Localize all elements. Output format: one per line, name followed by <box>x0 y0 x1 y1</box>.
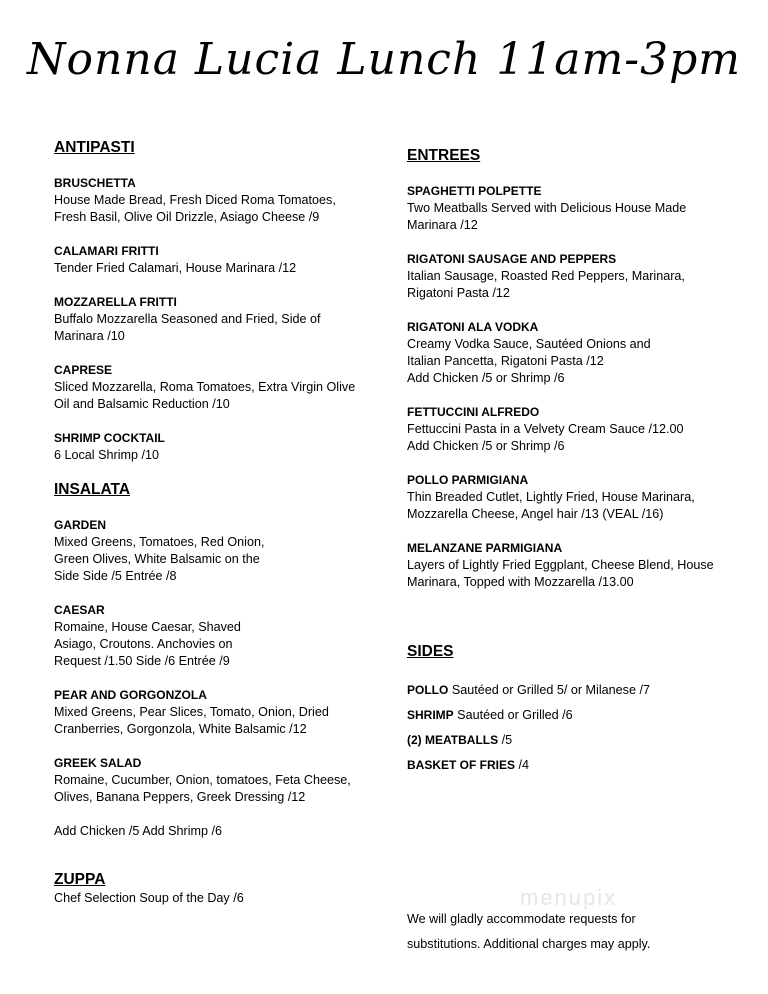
insalata-heading: INSALATA <box>54 481 131 498</box>
antipasti-list <box>54 175 374 464</box>
menu-item-name: SHRIMP COCKTAIL <box>54 431 165 445</box>
salad-addons: Add Chicken /5 Add Shrimp /6 <box>54 824 223 838</box>
menu-item-description: Fresh Basil, Olive Oil Drizzle, Asiago Cheese /9 <box>54 210 320 224</box>
side-item-name: SHRIMP <box>407 708 454 722</box>
menu-item <box>54 755 374 806</box>
menu-item <box>54 362 374 413</box>
menu-item <box>54 430 374 464</box>
menu-item-description: Marinara, Topped with Mozzarella /13.00 <box>407 575 634 589</box>
sides-section <box>407 642 650 782</box>
menu-item-description: Two Meatballs Served with Delicious House Made <box>407 201 687 215</box>
menu-item-description: Sliced Mozzarella, Roma Tomatoes, Extra Virgin Olive <box>54 380 356 394</box>
menu-item <box>407 472 727 523</box>
menu-item <box>407 183 727 234</box>
menu-item-name: MELANZANE PARMIGIANA <box>407 541 563 555</box>
menu-item <box>407 251 727 302</box>
menu-item-description: Mozzarella Cheese, Angel hair /13 (VEAL /16) <box>407 507 664 521</box>
menu-item-name: MOZZARELLA FRITTI <box>54 295 177 309</box>
antipasti-heading: ANTIPASTI <box>54 139 135 156</box>
sides-list <box>407 682 650 774</box>
menu-item-name: RIGATONI SAUSAGE AND PEPPERS <box>407 252 617 266</box>
menu-item-name: GREEK SALAD <box>54 756 142 770</box>
menu-item <box>54 602 374 670</box>
menu-item-description: Green Olives, White Balsamic on the <box>54 552 260 566</box>
menu-item-name: FETTUCCINI ALFREDO <box>407 405 540 419</box>
menu-item-description: Romaine, House Caesar, Shaved <box>54 620 241 634</box>
menu-item-description: Thin Breaded Cutlet, Lightly Fried, House Marinara, <box>407 490 695 504</box>
menu-item-name: CAPRESE <box>54 363 113 377</box>
menu-title: Nonna Lucia Lunch 11am-3pm <box>27 34 741 85</box>
menu-item-name: CAESAR <box>54 603 105 617</box>
entrees-list <box>407 183 727 591</box>
note-line-2: substitutions. Additional charges may apply. <box>407 937 651 951</box>
side-item-name: BASKET OF FRIES <box>407 758 516 772</box>
menu-item-name: GARDEN <box>54 518 107 532</box>
menu-item-name: POLLO PARMIGIANA <box>407 473 529 487</box>
menu-item-name: CALAMARI FRITTI <box>54 244 159 258</box>
menu-item-description: Oil and Balsamic Reduction /10 <box>54 397 230 411</box>
menu-item-name: PEAR AND GORGONZOLA <box>54 688 207 702</box>
zuppa-heading: ZUPPA <box>54 871 106 888</box>
side-item-price: Sautéed or Grilled /6 <box>453 708 573 722</box>
watermark: menupix <box>520 885 618 910</box>
menu-item-description: Rigatoni Pasta /12 <box>407 286 510 300</box>
menu-item-name: SPAGHETTI POLPETTE <box>407 184 542 198</box>
menu-item-description: Add Chicken /5 or Shrimp /6 <box>407 371 565 385</box>
menu-item <box>54 517 374 585</box>
menu-item-description: Olives, Banana Peppers, Greek Dressing /12 <box>54 790 306 804</box>
left-column <box>54 138 374 840</box>
menu-item-description: Side Side /5 Entrée /8 <box>54 569 177 583</box>
menu-item <box>407 404 727 455</box>
zuppa-section <box>54 870 244 907</box>
side-item <box>407 732 650 749</box>
menu-item <box>407 319 727 387</box>
menu-item-name: BRUSCHETTA <box>54 176 136 190</box>
menu-item-description: Italian Sausage, Roasted Red Peppers, Marinara, <box>407 269 685 283</box>
menu-item-description: Add Chicken /5 or Shrimp /6 <box>407 439 565 453</box>
menu-item-description: 6 Local Shrimp /10 <box>54 448 160 462</box>
menu-item-description: Marinara /12 <box>407 218 478 232</box>
menu-item-description: Cranberries, Gorgonzola, White Balsamic /12 <box>54 722 307 736</box>
side-item-price: /5 <box>498 733 513 747</box>
menu-item-description: Creamy Vodka Sauce, Sautéed Onions and <box>407 337 651 351</box>
sides-heading: SIDES <box>407 643 454 660</box>
zuppa-line: Chef Selection Soup of the Day /6 <box>54 891 244 905</box>
side-item <box>407 682 650 699</box>
menu-item <box>54 294 374 345</box>
menu-item-description: House Made Bread, Fresh Diced Roma Tomatoes, <box>54 193 336 207</box>
insalata-list <box>54 517 374 806</box>
menu-item-description: Marinara /10 <box>54 329 125 343</box>
menu-item-name: RIGATONI ALA VODKA <box>407 320 539 334</box>
menu-item <box>54 175 374 226</box>
side-item <box>407 757 650 774</box>
menu-item-description: Fettuccini Pasta in a Velvety Cream Sauce /12.00 <box>407 422 684 436</box>
note-line-1: We will gladly accommodate requests for <box>407 912 636 926</box>
side-item-name: (2) MEATBALLS <box>407 733 499 747</box>
menu-item-description: Request /1.50 Side /6 Entrée /9 <box>54 654 230 668</box>
menu-item-description: Mixed Greens, Pear Slices, Tomato, Onion, Dried <box>54 705 329 719</box>
menu-item-description: Italian Pancetta, Rigatoni Pasta /12 <box>407 354 604 368</box>
side-item-price: /4 <box>515 758 530 772</box>
menu-item-description: Tender Fried Calamari, House Marinara /12 <box>54 261 297 275</box>
menu-item-description: Romaine, Cucumber, Onion, tomatoes, Feta Cheese, <box>54 773 351 787</box>
side-item <box>407 707 650 724</box>
menu-item-description: Mixed Greens, Tomatoes, Red Onion, <box>54 535 265 549</box>
right-column <box>407 146 727 608</box>
menu-item <box>54 687 374 738</box>
menu-item-description: Asiago, Croutons. Anchovies on <box>54 637 233 651</box>
menu-item-description: Layers of Lightly Fried Eggplant, Cheese Blend, House <box>407 558 714 572</box>
side-item-name: POLLO <box>407 683 449 697</box>
menu-item-description: Buffalo Mozzarella Seasoned and Fried, Side of <box>54 312 321 326</box>
side-item-price: Sautéed or Grilled 5/ or Milanese /7 <box>448 683 650 697</box>
entrees-heading: ENTREES <box>407 147 481 164</box>
menu-item <box>407 540 727 591</box>
menu-item <box>54 243 374 277</box>
